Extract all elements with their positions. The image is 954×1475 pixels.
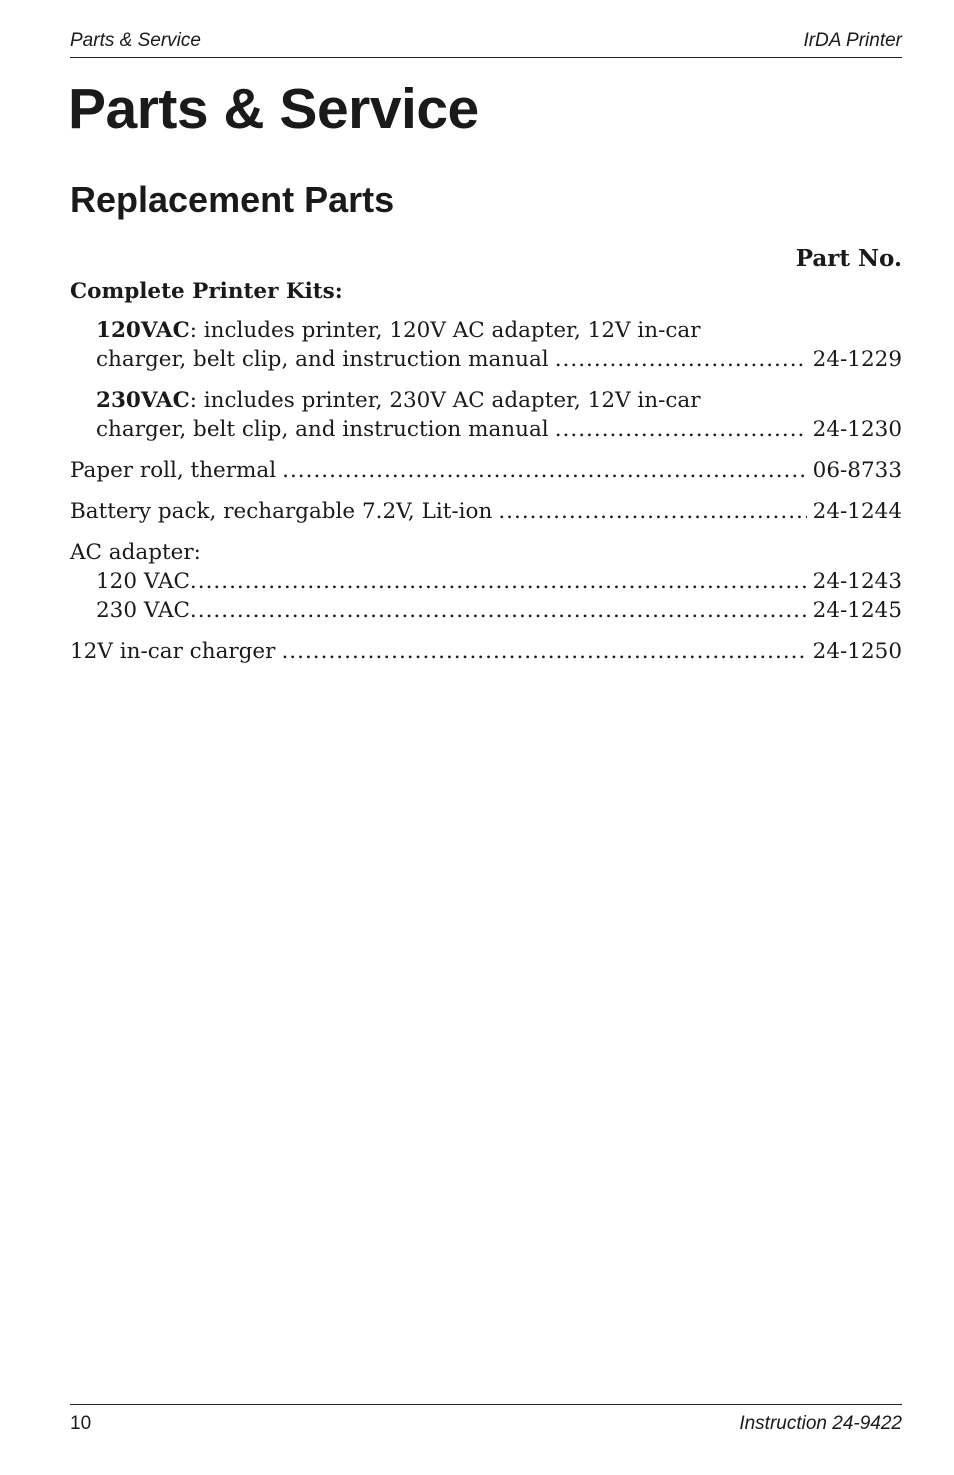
dot-leader — [498, 497, 806, 526]
part-number: 24-1244 — [812, 499, 902, 524]
kits-heading: Complete Printer Kits: — [70, 279, 343, 304]
kit-entry-230vac — [70, 386, 902, 444]
kit-description-cont: charger, belt clip, and instruction manual — [96, 417, 549, 442]
car-charger-entry — [70, 637, 902, 666]
paper-roll-entry — [70, 456, 902, 485]
document-number: Instruction 24-9422 — [739, 1413, 902, 1434]
running-footer — [70, 1404, 902, 1435]
part-number: 06-8733 — [812, 458, 902, 483]
part-number: 24-1250 — [812, 639, 902, 664]
part-number: 24-1245 — [812, 598, 902, 623]
part-label: 230 VAC — [96, 598, 190, 623]
part-number: 24-1230 — [812, 417, 902, 442]
kit-entry-120vac — [70, 316, 902, 374]
page-title: Parts & Service — [68, 77, 479, 141]
part-number-column-header: Part No. — [795, 245, 902, 272]
dot-leader — [555, 415, 807, 444]
kit-voltage: 230VAC — [96, 388, 190, 413]
parts-list — [70, 243, 902, 666]
part-label: Battery pack, rechargable 7.2V, Lit-ion — [70, 499, 493, 524]
part-label: 12V in-car charger — [70, 639, 276, 664]
dot-leader — [190, 596, 807, 625]
part-number: 24-1229 — [812, 347, 902, 372]
part-label: 120 VAC — [96, 569, 190, 594]
dot-leader — [281, 637, 806, 666]
kit-description: : includes printer, 120V AC adapter, 12V in-car — [189, 318, 701, 343]
dot-leader — [555, 345, 807, 374]
ac-adapter-heading: AC adapter: — [70, 540, 201, 565]
kit-entry-line — [96, 386, 902, 415]
header-product-name: IrDA Printer — [803, 30, 902, 51]
kit-voltage: 120VAC — [96, 318, 190, 343]
dot-leader — [190, 567, 807, 596]
kit-description: : includes printer, 230V AC adapter, 12V in-car — [189, 388, 701, 413]
kit-description-cont: charger, belt clip, and instruction manual — [96, 347, 549, 372]
ac-adapter-item — [70, 596, 902, 625]
part-number: 24-1243 — [812, 569, 902, 594]
page-number: 10 — [70, 1413, 92, 1434]
header-section-name: Parts & Service — [70, 30, 201, 51]
battery-entry — [70, 497, 902, 526]
kit-entry-line — [96, 345, 902, 374]
section-title: Replacement Parts — [70, 179, 395, 220]
kit-entry-line — [96, 316, 902, 345]
ac-adapter-entry — [70, 538, 902, 625]
ac-adapter-item — [70, 567, 902, 596]
part-label: Paper roll, thermal — [70, 458, 277, 483]
kit-entry-line — [96, 415, 902, 444]
running-header — [70, 30, 902, 58]
dot-leader — [282, 456, 807, 485]
